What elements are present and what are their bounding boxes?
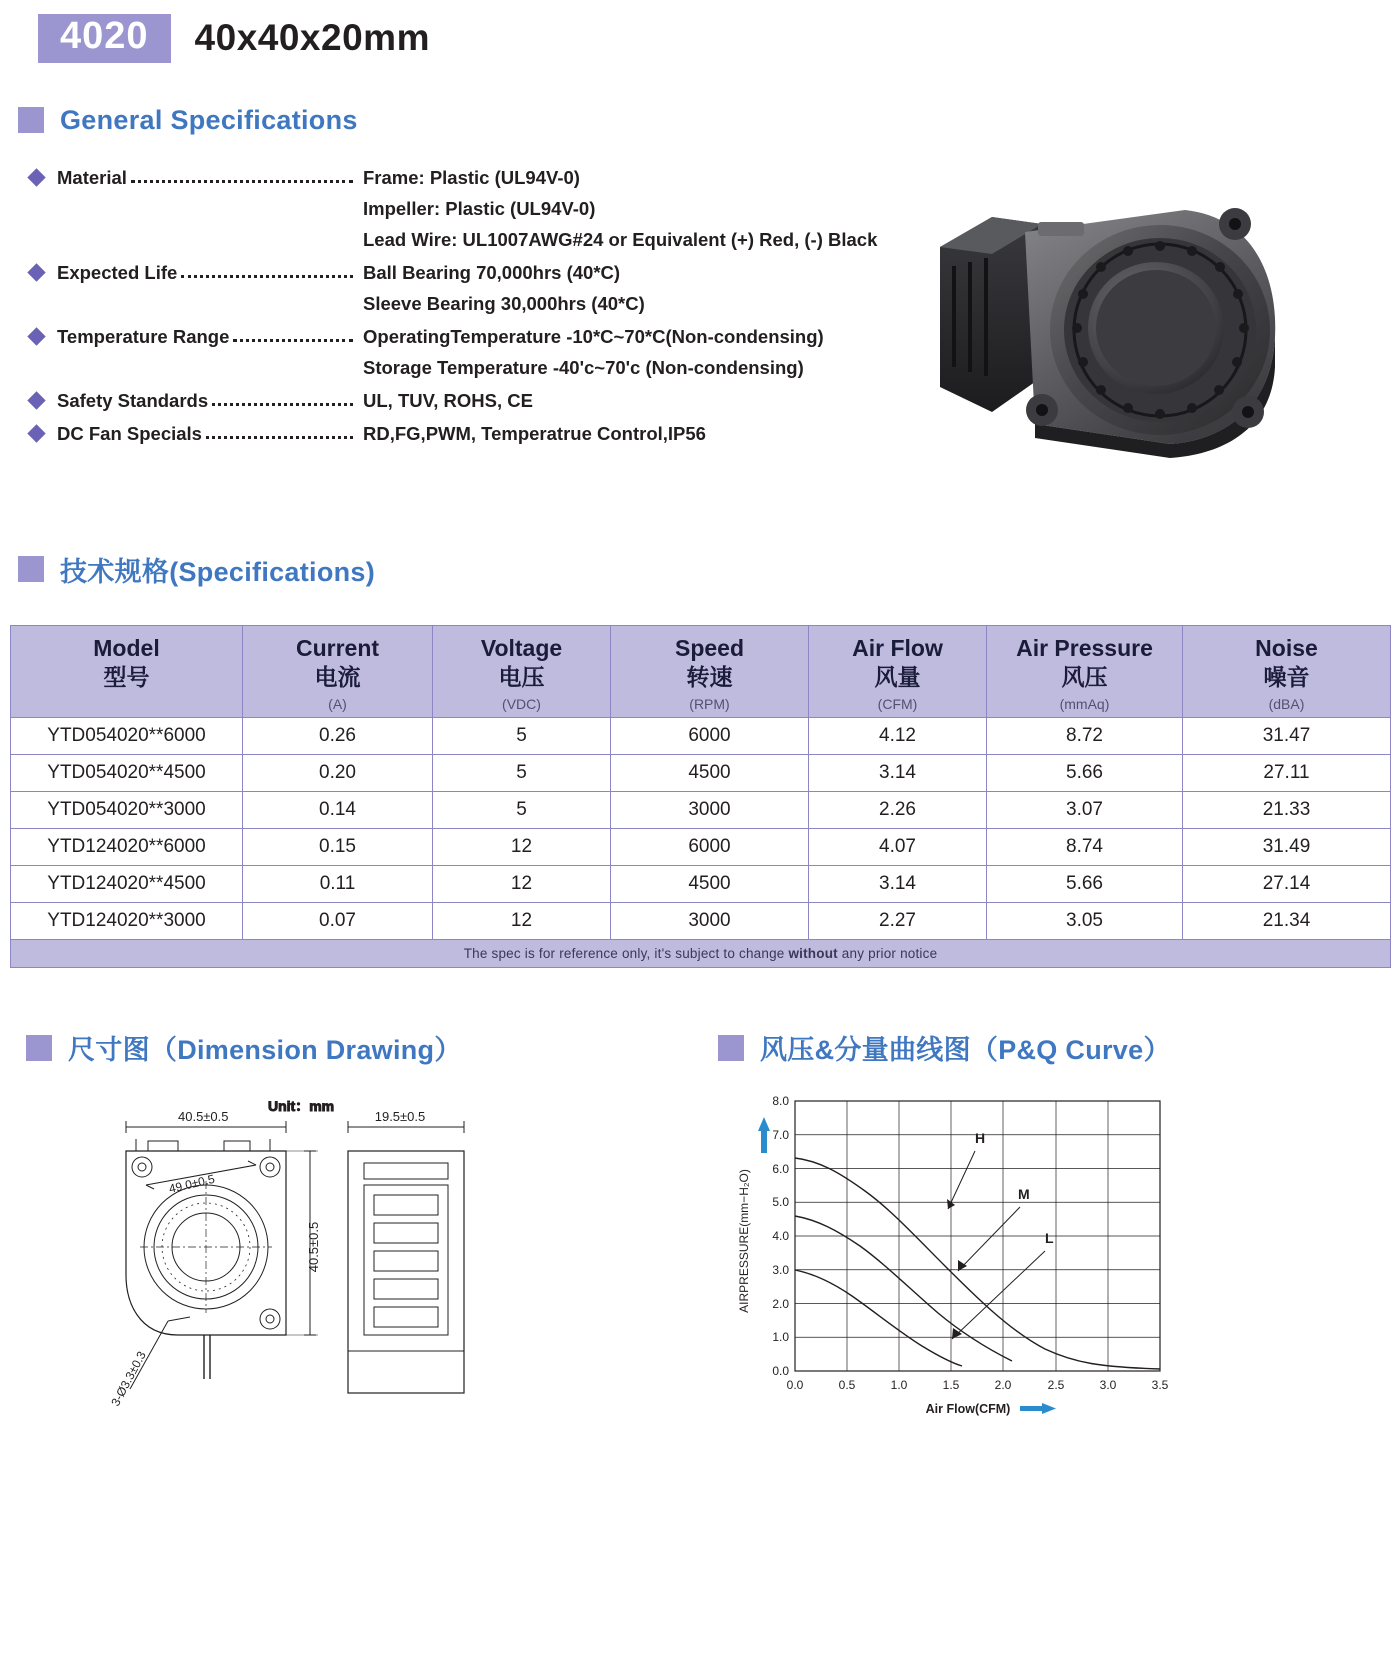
table-row bbox=[11, 866, 1391, 903]
dim-holes-label: 3-Ø3.3±0.3 bbox=[108, 1349, 149, 1409]
list-item bbox=[30, 321, 900, 383]
footnote-post: any prior notice bbox=[837, 946, 938, 962]
cell-noise: 31.49 bbox=[1183, 829, 1391, 866]
cell-voltage: 12 bbox=[433, 903, 611, 940]
dimension-drawing-area bbox=[18, 1089, 700, 1449]
cell-current: 0.26 bbox=[243, 718, 433, 755]
general-specifications-list bbox=[30, 162, 900, 482]
cell-airflow: 4.07 bbox=[809, 829, 987, 866]
ytick: 6.0 bbox=[772, 1162, 789, 1177]
dimension-drawing-title: 尺寸图（Dimension Drawing） bbox=[68, 1035, 462, 1066]
cell-model: YTD054020**6000 bbox=[11, 718, 243, 755]
bullet-diamond-icon bbox=[27, 327, 45, 345]
cell-noise: 27.14 bbox=[1183, 866, 1391, 903]
cell-model: YTD124020**3000 bbox=[11, 903, 243, 940]
ytick: 1.0 bbox=[772, 1330, 789, 1345]
cell-airpressure: 8.74 bbox=[987, 829, 1183, 866]
spec-value: Lead Wire: UL1007AWG#24 or Equivalent (+) Red, (-) Black bbox=[363, 228, 878, 250]
general-specifications-body bbox=[0, 162, 1400, 482]
table-body bbox=[11, 718, 1391, 940]
cell-model: YTD124020**6000 bbox=[11, 829, 243, 866]
cell-noise: 21.34 bbox=[1183, 903, 1391, 940]
bullet-diamond-icon bbox=[27, 424, 45, 442]
unit-model bbox=[11, 693, 243, 718]
dim-depth-label: 19.5±0.5 bbox=[374, 1109, 426, 1125]
model-number-badge: 4020 bbox=[38, 14, 171, 63]
specifications-table-wrap bbox=[0, 625, 1400, 969]
cell-airpressure: 5.66 bbox=[987, 755, 1183, 792]
pq-curve-heading bbox=[718, 1028, 1382, 1067]
table-header bbox=[11, 625, 1391, 718]
unit-airpressure: (mmAq) bbox=[987, 693, 1183, 718]
cell-speed: 4500 bbox=[611, 866, 809, 903]
dim-width-label: 40.5±0.5 bbox=[178, 1109, 229, 1125]
footnote-bold: without bbox=[788, 946, 838, 962]
bottom-section bbox=[0, 1028, 1400, 1449]
cell-model: YTD054020**3000 bbox=[11, 792, 243, 829]
spec-value: Storage Temperature -40'c~70'c (Non-condensing) bbox=[363, 356, 804, 378]
xtick: 1.0 bbox=[890, 1378, 908, 1393]
series-label-l: L bbox=[1045, 1230, 1054, 1247]
cell-current: 0.07 bbox=[243, 903, 433, 940]
xtick: 0.5 bbox=[838, 1378, 856, 1393]
dimension-drawing-column bbox=[18, 1028, 700, 1449]
general-specifications-heading bbox=[18, 105, 1400, 136]
spec-value: Impeller: Plastic (UL94V-0) bbox=[363, 197, 596, 219]
xtick: 3.5 bbox=[1151, 1378, 1169, 1393]
unit-voltage: (VDC) bbox=[433, 693, 611, 718]
cell-speed: 4500 bbox=[611, 755, 809, 792]
dim-diagonal-label: 49.0±0.5 bbox=[167, 1172, 217, 1197]
pq-curve-title: 风压&分量曲线图（P&Q Curve） bbox=[760, 1035, 1171, 1066]
pq-chart-area bbox=[700, 1081, 1382, 1441]
section-marker-square bbox=[26, 1035, 52, 1061]
cell-model: YTD054020**4500 bbox=[11, 755, 243, 792]
table-row bbox=[11, 792, 1391, 829]
spec-value: OperatingTemperature -10*C~70*C(Non-condensing) bbox=[363, 325, 824, 347]
model-size-title: 40x40x20mm bbox=[194, 17, 430, 59]
cell-airpressure: 3.07 bbox=[987, 792, 1183, 829]
unit-current: (A) bbox=[243, 693, 433, 718]
spec-label: Material bbox=[57, 166, 127, 188]
spec-value: Ball Bearing 70,000hrs (40*C) bbox=[363, 261, 621, 283]
cell-speed: 6000 bbox=[611, 718, 809, 755]
table-footer bbox=[11, 940, 1391, 968]
cell-airflow: 2.27 bbox=[809, 903, 987, 940]
column-header-airflow: Air Flow 风量 bbox=[809, 625, 987, 693]
technical-specifications-heading bbox=[18, 550, 1400, 589]
leader-dots bbox=[212, 385, 353, 406]
y-axis-title: AIRPRESSURE(mm−H₂O) bbox=[737, 1169, 751, 1314]
cell-airflow: 2.26 bbox=[809, 792, 987, 829]
table-row bbox=[11, 829, 1391, 866]
column-header-current: Current 电流 bbox=[243, 625, 433, 693]
leader-dots bbox=[181, 257, 353, 278]
ytick: 5.0 bbox=[772, 1195, 789, 1210]
cell-model: YTD124020**4500 bbox=[11, 866, 243, 903]
section-marker-square bbox=[18, 556, 44, 582]
xtick: 2.5 bbox=[1047, 1378, 1065, 1393]
ytick: 2.0 bbox=[772, 1297, 789, 1312]
ytick: 7.0 bbox=[772, 1128, 789, 1143]
cell-airflow: 3.14 bbox=[809, 755, 987, 792]
ytick: 4.0 bbox=[772, 1229, 789, 1244]
xtick: 0.0 bbox=[786, 1378, 804, 1393]
leader-dots bbox=[131, 162, 353, 183]
table-footnote-row bbox=[11, 940, 1391, 968]
cell-voltage: 12 bbox=[433, 866, 611, 903]
spec-label: Safety Standards bbox=[57, 389, 209, 411]
cell-voltage: 12 bbox=[433, 829, 611, 866]
cell-noise: 21.33 bbox=[1183, 792, 1391, 829]
spec-value: RD,FG,PWM, Temperatrue Control,IP56 bbox=[363, 422, 706, 444]
list-item bbox=[30, 385, 900, 416]
series-label-h: H bbox=[975, 1130, 986, 1147]
technical-specifications-title: 技术规格(Specifications) bbox=[60, 556, 376, 587]
ytick: 3.0 bbox=[772, 1263, 789, 1278]
cell-current: 0.15 bbox=[243, 829, 433, 866]
svg-text:Unit：mm: Unit：mm bbox=[268, 1098, 335, 1115]
leader-dots bbox=[233, 321, 353, 342]
cell-speed: 3000 bbox=[611, 903, 809, 940]
table-row bbox=[11, 755, 1391, 792]
general-specifications-title: General Specifications bbox=[60, 104, 358, 135]
unit-airflow: (CFM) bbox=[809, 693, 987, 718]
spec-value: Sleeve Bearing 30,000hrs (40*C) bbox=[363, 292, 645, 314]
cell-noise: 27.11 bbox=[1183, 755, 1391, 792]
cell-voltage: 5 bbox=[433, 755, 611, 792]
table-row bbox=[11, 903, 1391, 940]
product-photo bbox=[910, 162, 1310, 482]
cell-current: 0.14 bbox=[243, 792, 433, 829]
ytick: 0.0 bbox=[772, 1364, 789, 1379]
page-header bbox=[0, 0, 1400, 63]
cell-airpressure: 3.05 bbox=[987, 903, 1183, 940]
cell-current: 0.20 bbox=[243, 755, 433, 792]
xtick: 2.0 bbox=[994, 1378, 1012, 1393]
spec-value: Frame: Plastic (UL94V-0) bbox=[363, 166, 580, 188]
list-item bbox=[30, 162, 900, 255]
cell-noise: 31.47 bbox=[1183, 718, 1391, 755]
dimension-drawing-heading bbox=[26, 1028, 700, 1067]
cell-speed: 3000 bbox=[611, 792, 809, 829]
pq-curve-column bbox=[700, 1028, 1382, 1449]
cell-voltage: 5 bbox=[433, 718, 611, 755]
column-header-airpressure: Air Pressure 风压 bbox=[987, 625, 1183, 693]
spec-label: Expected Life bbox=[57, 261, 178, 283]
column-header-noise: Noise 噪音 bbox=[1183, 625, 1391, 693]
cell-airpressure: 5.66 bbox=[987, 866, 1183, 903]
cell-voltage: 5 bbox=[433, 792, 611, 829]
table-footnote bbox=[11, 940, 1391, 968]
section-marker-square bbox=[718, 1035, 744, 1061]
footnote-pre: The spec is for reference only, it's subject to change bbox=[463, 946, 789, 962]
list-item bbox=[30, 418, 900, 449]
ytick: 8.0 bbox=[772, 1094, 789, 1109]
dimension-drawing-svg bbox=[18, 1089, 708, 1449]
xtick: 1.5 bbox=[942, 1378, 960, 1393]
bullet-diamond-icon bbox=[27, 391, 45, 409]
leader-dots bbox=[206, 418, 353, 439]
section-marker-square bbox=[18, 107, 44, 133]
list-item bbox=[30, 257, 900, 319]
unit-speed: (RPM) bbox=[611, 693, 809, 718]
table-row bbox=[11, 718, 1391, 755]
cell-airflow: 3.14 bbox=[809, 866, 987, 903]
table-header-row-main bbox=[11, 625, 1391, 693]
bullet-diamond-icon bbox=[27, 168, 45, 186]
spec-label: DC Fan Specials bbox=[57, 422, 202, 444]
xtick: 3.0 bbox=[1099, 1378, 1117, 1393]
spec-value: UL, TUV, ROHS, CE bbox=[363, 389, 533, 411]
specifications-table bbox=[10, 625, 1391, 969]
x-axis-title: Air Flow(CFM) bbox=[925, 1402, 1011, 1417]
blower-fan-illustration bbox=[930, 162, 1290, 462]
table-header-row-units bbox=[11, 693, 1391, 718]
spec-label: Temperature Range bbox=[57, 325, 230, 347]
cell-airflow: 4.12 bbox=[809, 718, 987, 755]
dim-height-label: 40.5±0.5 bbox=[306, 1222, 321, 1273]
unit-noise: (dBA) bbox=[1183, 693, 1391, 718]
column-header-voltage: Voltage 电压 bbox=[433, 625, 611, 693]
column-header-speed: Speed 转速 bbox=[611, 625, 809, 693]
cell-speed: 6000 bbox=[611, 829, 809, 866]
series-label-m: M bbox=[1018, 1186, 1030, 1203]
cell-current: 0.11 bbox=[243, 866, 433, 903]
column-header-model: Model 型号 bbox=[11, 625, 243, 693]
pq-curve-chart bbox=[700, 1081, 1320, 1431]
cell-airpressure: 8.72 bbox=[987, 718, 1183, 755]
bullet-diamond-icon bbox=[27, 263, 45, 281]
y-axis-arrow bbox=[758, 1117, 770, 1131]
x-axis-arrow bbox=[1042, 1403, 1056, 1414]
